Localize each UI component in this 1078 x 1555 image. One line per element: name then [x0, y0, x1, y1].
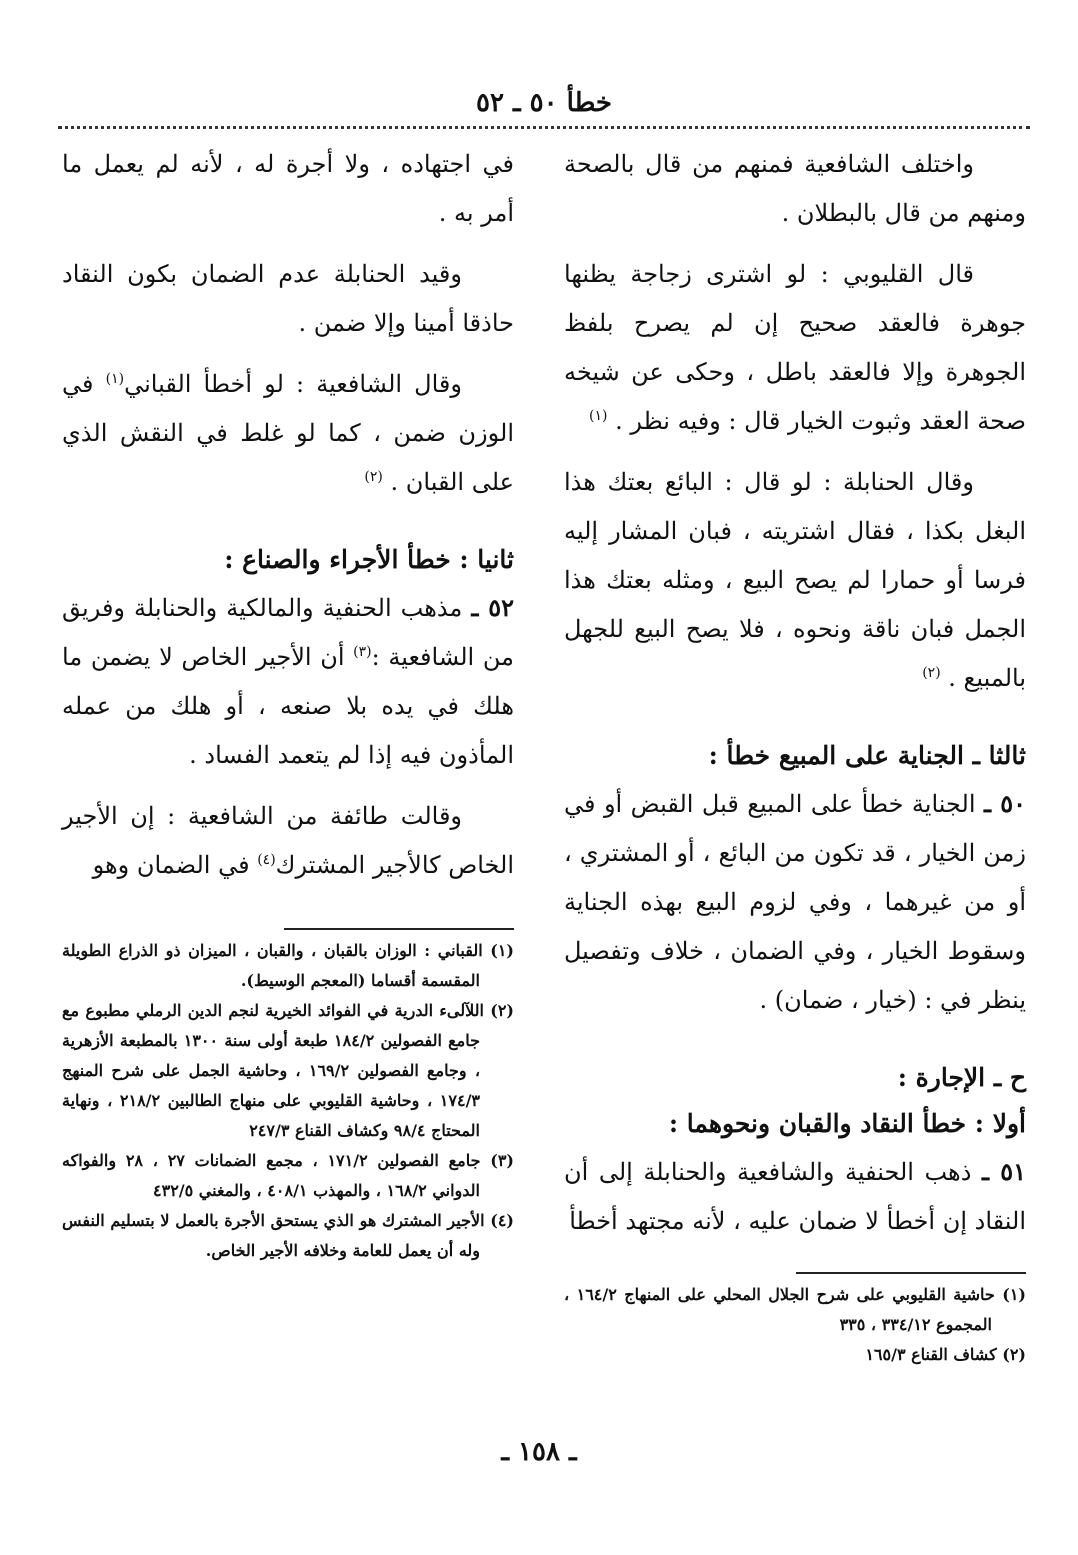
running-header: خطأ ٥٠ ـ ٥٢ — [58, 80, 1030, 129]
right-column — [564, 140, 1026, 1370]
footnote-ref: (٢) — [922, 665, 941, 681]
section-heading: ح ـ الإجارة : — [897, 1063, 1026, 1092]
subsection-heading: أولا : خطأ النقاد والقبان ونحوهما : — [668, 1109, 1026, 1138]
footnote-ref: (٣) — [353, 644, 372, 660]
paragraph-number: ٥٢ ـ — [471, 593, 514, 622]
paragraph: وقالت طائفة من الشافعية : إن الأجير الخاص كالأجير المشترك$^{(٤)}$ في الضمان وهو — [62, 802, 514, 879]
footnotes — [62, 936, 514, 1266]
footnote-ref: (٤) — [257, 852, 276, 868]
section-heading: ثانيا : خطأ الأجراء والصناع : — [224, 545, 514, 574]
paragraph: في اجتهاده ، ولا أجرة له ، لأنه لم يعمل ما أمر به . — [62, 150, 514, 227]
paragraph: وقال الحنابلة : لو قال : البائع بعتك هذا البغل بكذا ، فقال اشتريته ، فبان المشار إليه فرسا أو حمارا لم يصح البيع ، ومثله بعتك هذا الجمل فبان ناقة ونحوه ، فلا يصح البيع للجهل بالمبيع . $^{(٢)}$ — [564, 468, 1026, 692]
section-heading: ثالثا ـ الجناية على المبيع خطأ : — [708, 741, 1026, 770]
numbered-paragraph: ٥١ ـ ذهب الحنفية والشافعية والحنابلة إلى أن النقاد إن أخطأ لا ضمان عليه ، لأنه مجتهد أخطأ — [564, 1157, 1027, 1235]
numbered-paragraph: ٥٠ ـ الجناية خطأ على المبيع قبل القبض أو في زمن الخيار ، قد تكون من البائع ، أو المشتري ، أو من غيرهما ، وفي لزوم البيع بهذه الجناية وسقوط الخيار ، وفي الضمان ، خلاف وتفصيل ينظر في : (خيار ، ضمان) . — [564, 789, 1026, 1014]
numbered-paragraph: ٥٢ ـ مذهب الحنفية والمالكية والحنابلة وفريق من الشافعية :$^{(٣)}$ أن الأجير الخاص لا يضمن ما هلك في يده بلا صنعه ، أو هلك من عمله المأذون فيه إذا لم يتعمد الفساد . — [62, 593, 514, 769]
footnote-divider — [284, 928, 514, 930]
paragraph: قال القليوبي : لو اشترى زجاجة يظنها جوهرة فالعقد صحيح إن لم يصرح بلفظ الجوهرة وإلا فالعقد باطل ، وحكى عن شيخه صحة العقد وثبوت الخيار قال : وفيه نظر . $^{(١)}$ — [564, 260, 1026, 435]
footnote-divider — [796, 1272, 1026, 1274]
paragraph: وقيد الحنابلة عدم الضمان بكون النقاد حاذقا أمينا وإلا ضمن . — [62, 260, 514, 337]
footnote: (٢) كشاف القناع ١٦٥/٣ — [865, 1345, 1026, 1364]
footnote: (٤) الأجير المشترك هو الذي يستحق الأجرة بالعمل لا بتسليم النفس وله أن يعمل للعامة وخلافه الأجير الخاص. — [62, 1211, 514, 1260]
left-column — [62, 140, 514, 1266]
footnote: (٢) اللآلىء الدرية في الفوائد الخيرية لنجم الدين الرملي مطبوع مع جامع الفصولين ١٨٤/٢ طبعة أولى سنة ١٣٠٠ بالمطبعة الأزهرية ، وجامع الفصولين ١٦٩/٢ ، وحاشية الجمل على شرح المنهج ١٧٤/٣ ، وحاشية القليوبي على منهاج الطالبين ٢١٨/٢ ، ونهاية المحتاج ٩٨/٤ وكشاف القناع ٢٤٧/٣ — [62, 1001, 514, 1140]
footnote: (١) حاشية القليوبي على شرح الجلال المحلي على المنهاج ١٦٤/٢ ، المجموع ٣٣٤/١٢ ، ٣٣٥ — [564, 1285, 1026, 1334]
footnote: (٣) جامع الفصولين ١٧١/٢ ، مجمع الضمانات ٢٧ ، ٢٨ والفواكه الدواني ١٦٨/٢ ، والمهذب ٤٠٨/١ ، والمغني ٤٣٢/٥ — [62, 1151, 514, 1200]
footnote-ref: (٢) — [364, 469, 383, 485]
footnote-ref: (١) — [105, 371, 125, 387]
footnote-ref: (١) — [588, 408, 608, 424]
paragraph: واختلف الشافعية فمنهم من قال بالصحة ومنهم من قال بالبطلان . — [564, 150, 1026, 227]
paragraph-number: ٥٠ ـ — [983, 789, 1026, 818]
paragraph: وقال الشافعية : لو أخطأ القباني$^{(١)}$ في الوزن ضمن ، كما لو غلط في النقش الذي على القبان . $^{(٢)}$ — [62, 370, 514, 496]
footnotes — [564, 1280, 1026, 1370]
page-number: ـ ١٥٨ ـ — [501, 1437, 577, 1467]
paragraph-number: ٥١ ـ — [981, 1157, 1027, 1186]
footnote: (١) القباني : الوزان بالقبان ، والقبان ، الميزان ذو الذراع الطويلة المقسمة أقساما (المعجم الوسيط). — [62, 941, 514, 990]
